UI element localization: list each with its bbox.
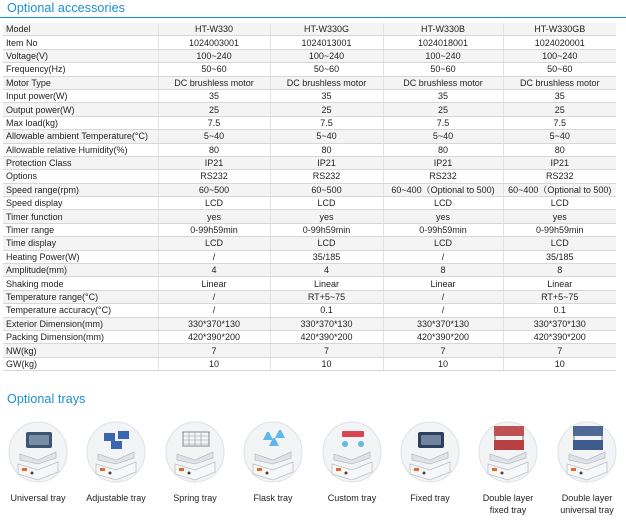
table-row <box>3 344 616 357</box>
cell-value: 50~60 <box>270 63 383 76</box>
cell-value: / <box>158 304 270 317</box>
double-layer-universal-tray-icon <box>557 418 617 490</box>
cell-value: 10 <box>158 357 270 370</box>
tray-caption: Custom tray <box>327 493 377 503</box>
cell-value: 7.5 <box>383 116 503 129</box>
table-row <box>3 223 616 236</box>
row-label: Timer function <box>3 210 158 223</box>
row-label: Heating Power(W) <box>3 250 158 263</box>
cell-value: IP21 <box>503 156 616 169</box>
table-row <box>3 89 616 102</box>
cell-value: 420*390*200 <box>270 330 383 343</box>
cell-value: RS232 <box>158 170 270 183</box>
tray-item <box>0 416 76 523</box>
cell-value: 35 <box>503 89 616 102</box>
row-label: Model <box>3 23 158 36</box>
fixed-tray-icon <box>400 418 460 490</box>
table-row <box>3 23 616 36</box>
table-row <box>3 156 616 169</box>
cell-value: DC brushless motor <box>503 76 616 89</box>
cell-value: Linear <box>503 277 616 290</box>
cell-value: 0-99h59min <box>270 223 383 236</box>
cell-value: 80 <box>503 143 616 156</box>
cell-value: 35 <box>383 89 503 102</box>
table-row <box>3 143 616 156</box>
cell-value: 7.5 <box>158 116 270 129</box>
cell-value: 35/185 <box>270 250 383 263</box>
table-row <box>3 277 616 290</box>
table-row <box>3 357 616 370</box>
accessories-divider <box>0 17 626 18</box>
cell-value: 4 <box>270 264 383 277</box>
cell-value: yes <box>270 210 383 223</box>
row-label: Shaking mode <box>3 277 158 290</box>
cell-value: LCD <box>383 237 503 250</box>
table-row <box>3 250 616 263</box>
cell-value: HT-W330GB <box>503 23 616 36</box>
row-label: Frequency(Hz) <box>3 63 158 76</box>
cell-value: 10 <box>503 357 616 370</box>
cell-value: 0.1 <box>503 304 616 317</box>
cell-value: 1024020001 <box>503 36 616 49</box>
cell-value: 5~40 <box>158 130 270 143</box>
row-label: Exterior Dimension(mm) <box>3 317 158 330</box>
cell-value: 420*390*200 <box>503 330 616 343</box>
cell-value: 7.5 <box>270 116 383 129</box>
cell-value: DC brushless motor <box>158 76 270 89</box>
row-label: Allowable relative Humidity(%) <box>3 143 158 156</box>
cell-value: 7 <box>158 344 270 357</box>
row-label: Input power(W) <box>3 89 158 102</box>
tray-item <box>157 416 233 523</box>
cell-value: HT-W330G <box>270 23 383 36</box>
table-row <box>3 36 616 49</box>
cell-value: HT-W330 <box>158 23 270 36</box>
cell-value: LCD <box>158 197 270 210</box>
tray-item <box>392 416 468 523</box>
row-label: Speed display <box>3 197 158 210</box>
cell-value: 5~40 <box>503 130 616 143</box>
cell-value: DC brushless motor <box>270 76 383 89</box>
cell-value: 60~400（Optional to 500) <box>503 183 616 196</box>
cell-value: 1024018001 <box>383 36 503 49</box>
row-label: Max load(kg) <box>3 116 158 129</box>
tray-caption: Flask tray <box>253 493 293 503</box>
table-row <box>3 103 616 116</box>
cell-value: 50~60 <box>158 63 270 76</box>
cell-value: 60~500 <box>270 183 383 196</box>
trays-heading: Optional trays <box>7 392 86 406</box>
tray-caption: Universal tray <box>10 493 66 503</box>
cell-value: 0-99h59min <box>158 223 270 236</box>
table-row <box>3 304 616 317</box>
cell-value: Linear <box>158 277 270 290</box>
cell-value: RT+5~75 <box>503 290 616 303</box>
row-label: Options <box>3 170 158 183</box>
cell-value: 50~60 <box>503 63 616 76</box>
cell-value: 100~240 <box>270 49 383 62</box>
cell-value: DC brushless motor <box>383 76 503 89</box>
cell-value: 80 <box>158 143 270 156</box>
table-row <box>3 49 616 62</box>
cell-value: / <box>383 304 503 317</box>
cell-value: 4 <box>158 264 270 277</box>
row-label: GW(kg) <box>3 357 158 370</box>
tray-item <box>549 416 625 523</box>
tray-gallery <box>0 416 626 523</box>
double-layer-fixed-tray-icon <box>478 418 538 490</box>
cell-value: 10 <box>270 357 383 370</box>
custom-tray-icon <box>322 418 382 490</box>
table-row <box>3 290 616 303</box>
row-label: Motor Type <box>3 76 158 89</box>
table-row <box>3 170 616 183</box>
cell-value: RS232 <box>270 170 383 183</box>
cell-value: 50~60 <box>383 63 503 76</box>
row-label: Output power(W) <box>3 103 158 116</box>
table-row <box>3 183 616 196</box>
cell-value: yes <box>503 210 616 223</box>
row-label: Temperature accuracy(°C) <box>3 304 158 317</box>
cell-value: 330*370*130 <box>503 317 616 330</box>
spring-tray-icon <box>165 418 225 490</box>
cell-value: 100~240 <box>503 49 616 62</box>
table-row <box>3 237 616 250</box>
cell-value: LCD <box>503 197 616 210</box>
cell-value: 25 <box>503 103 616 116</box>
spec-table <box>3 23 616 371</box>
cell-value: / <box>383 290 503 303</box>
row-label: Temperature range(°C) <box>3 290 158 303</box>
cell-value: 7 <box>270 344 383 357</box>
cell-value: IP21 <box>383 156 503 169</box>
row-label: NW(kg) <box>3 344 158 357</box>
cell-value: 420*390*200 <box>383 330 503 343</box>
cell-value: 7.5 <box>503 116 616 129</box>
cell-value: / <box>158 290 270 303</box>
adjustable-tray-icon <box>86 418 146 490</box>
table-row <box>3 76 616 89</box>
table-row <box>3 197 616 210</box>
cell-value: 35 <box>270 89 383 102</box>
tray-item <box>78 416 154 523</box>
row-label: Amplitude(mm) <box>3 264 158 277</box>
table-row <box>3 330 616 343</box>
cell-value: 1024013001 <box>270 36 383 49</box>
cell-value: 0.1 <box>270 304 383 317</box>
cell-value: LCD <box>270 237 383 250</box>
cell-value: 25 <box>158 103 270 116</box>
cell-value: LCD <box>270 197 383 210</box>
row-label: Voltage(V) <box>3 49 158 62</box>
row-label: Allowable ambient Temperature(°C) <box>3 130 158 143</box>
tray-item <box>470 416 546 523</box>
cell-value: LCD <box>383 197 503 210</box>
cell-value: 7 <box>383 344 503 357</box>
universal-tray-icon <box>8 418 68 490</box>
cell-value: 5~40 <box>383 130 503 143</box>
tray-caption: Adjustable tray <box>86 493 146 503</box>
cell-value: 8 <box>503 264 616 277</box>
cell-value: IP21 <box>158 156 270 169</box>
cell-value: 8 <box>383 264 503 277</box>
cell-value: Linear <box>383 277 503 290</box>
cell-value: / <box>158 250 270 263</box>
table-row <box>3 116 616 129</box>
row-label: Item No <box>3 36 158 49</box>
cell-value: 10 <box>383 357 503 370</box>
cell-value: 1024003001 <box>158 36 270 49</box>
cell-value: 100~240 <box>383 49 503 62</box>
row-label: Speed range(rpm) <box>3 183 158 196</box>
cell-value: 5~40 <box>270 130 383 143</box>
cell-value: 100~240 <box>158 49 270 62</box>
table-row <box>3 130 616 143</box>
cell-value: 60~400（Optional to 500) <box>383 183 503 196</box>
table-row <box>3 317 616 330</box>
cell-value: 330*370*130 <box>270 317 383 330</box>
accessories-heading: Optional accessories <box>7 1 126 15</box>
table-row <box>3 264 616 277</box>
cell-value: 80 <box>270 143 383 156</box>
flask-tray-icon <box>243 418 303 490</box>
cell-value: RS232 <box>383 170 503 183</box>
cell-value: HT-W330B <box>383 23 503 36</box>
table-row <box>3 210 616 223</box>
cell-value: / <box>383 250 503 263</box>
table-row <box>3 63 616 76</box>
row-label: Timer range <box>3 223 158 236</box>
tray-item <box>314 416 390 523</box>
tray-caption: Fixed tray <box>410 493 450 503</box>
row-label: Packing Dimension(mm) <box>3 330 158 343</box>
cell-value: LCD <box>503 237 616 250</box>
cell-value: 7 <box>503 344 616 357</box>
cell-value: 330*370*130 <box>158 317 270 330</box>
cell-value: 25 <box>383 103 503 116</box>
cell-value: 330*370*130 <box>383 317 503 330</box>
cell-value: RS232 <box>503 170 616 183</box>
row-label: Protection Class <box>3 156 158 169</box>
cell-value: 35 <box>158 89 270 102</box>
row-label: Time display <box>3 237 158 250</box>
cell-value: 0-99h59min <box>383 223 503 236</box>
cell-value: 80 <box>383 143 503 156</box>
cell-value: 0-99h59min <box>503 223 616 236</box>
tray-item <box>235 416 311 523</box>
cell-value: yes <box>158 210 270 223</box>
cell-value: 35/185 <box>503 250 616 263</box>
cell-value: IP21 <box>270 156 383 169</box>
tray-caption: Double layer fixed tray <box>482 493 534 515</box>
cell-value: LCD <box>158 237 270 250</box>
cell-value: 60~500 <box>158 183 270 196</box>
cell-value: RT+5~75 <box>270 290 383 303</box>
cell-value: 25 <box>270 103 383 116</box>
cell-value: yes <box>383 210 503 223</box>
tray-caption: Double layer universal tray <box>560 493 614 515</box>
cell-value: 420*390*200 <box>158 330 270 343</box>
tray-caption: Spring tray <box>173 493 217 503</box>
cell-value: Linear <box>270 277 383 290</box>
